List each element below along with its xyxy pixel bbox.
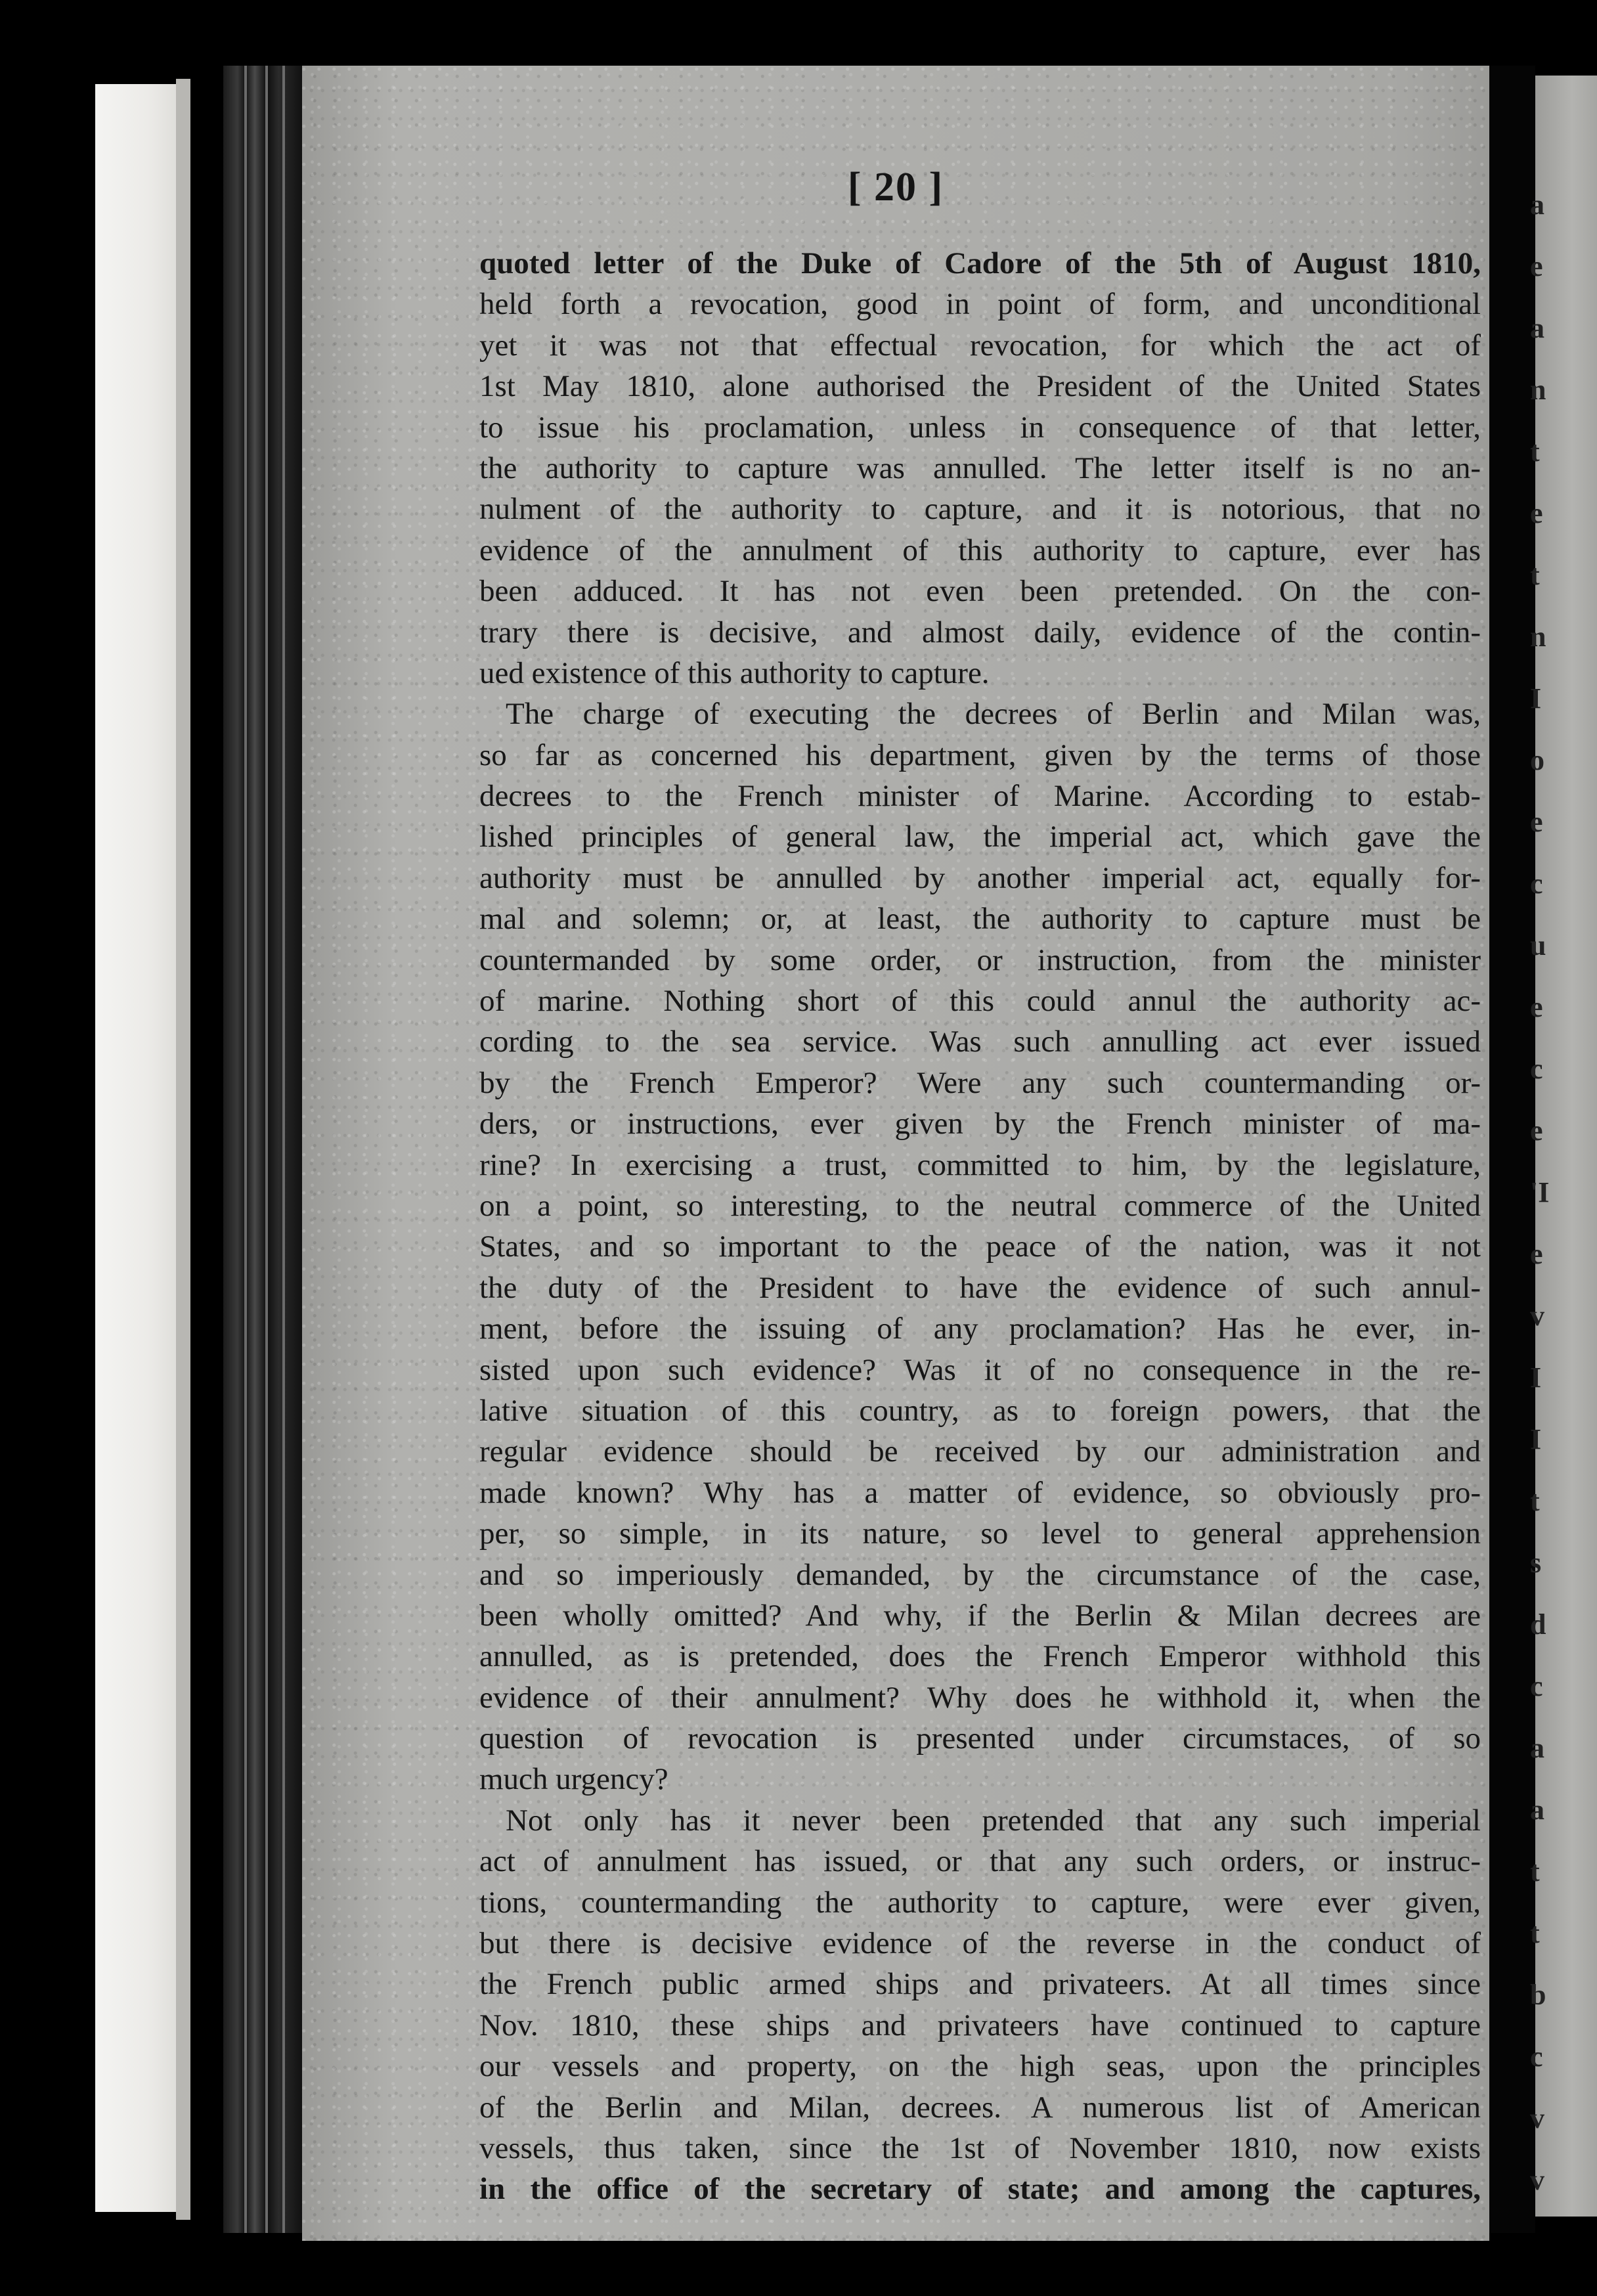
- next-page-margin-letter: e: [1530, 991, 1543, 1023]
- text-line: ders, or instructions, ever given by the French minister of ma-: [479, 1107, 1481, 1141]
- text-line: of the Berlin and Milan, decrees. A numerous list of American: [479, 2090, 1481, 2125]
- text-line: vessels, thus taken, since the 1st of November 1810, now exists: [479, 2130, 1481, 2165]
- text-line: to issue his proclamation, unless in consequence of that letter,: [479, 410, 1481, 445]
- text-line: been adduced. It has not even been pretended. On the con-: [479, 574, 1481, 609]
- next-page-margin-letter: e: [1530, 806, 1543, 838]
- next-page-margin-letter: a: [1530, 312, 1544, 344]
- next-page-margin-letter: s: [1530, 1547, 1542, 1579]
- text-line: ment, before the issuing of any proclamation? Has he ever, in-: [479, 1312, 1481, 1346]
- next-page-margin-letter: c: [1530, 868, 1543, 900]
- next-page-margin-letter: v: [1530, 1300, 1544, 1332]
- next-page-margin-letter: I: [1530, 1423, 1542, 1455]
- text-line: made known? Why has a matter of evidence, so obviously pro-: [479, 1475, 1481, 1510]
- next-page-margin-letter: I: [1530, 1361, 1542, 1394]
- next-page-margin-letter: e: [1530, 1238, 1543, 1270]
- text-line: Nov. 1810, these ships and privateers have continued to capture: [479, 2008, 1481, 2042]
- text-line: cording to the sea service. Was such annulling act ever issued: [479, 1025, 1481, 1059]
- text-line: per, so simple, in its nature, so level to general apprehension: [479, 1516, 1481, 1551]
- next-page-margin-letter: n: [1530, 374, 1546, 406]
- next-page-margin-letter: t: [1530, 435, 1540, 468]
- next-page-margin-letter: v: [1530, 2164, 1544, 2196]
- next-page-margin-letter: t: [1530, 1485, 1540, 1517]
- next-page-margin-letter: 'I: [1530, 1176, 1550, 1208]
- next-page-sliver: [1530, 76, 1597, 2217]
- next-page-margin-letter: e: [1530, 250, 1543, 282]
- binding-line: [282, 66, 285, 2233]
- text-line: trary there is decisive, and almost daily, evidence of the contin-: [479, 615, 1481, 650]
- page-number: [ 20 ]: [847, 165, 944, 210]
- next-page-margin-letter: t: [1530, 1855, 1540, 1888]
- next-page-margin-letter: e: [1530, 497, 1543, 529]
- next-page-margin-letter: a: [1530, 188, 1544, 221]
- text-line: act of annulment has issued, or that any such orders, or instruc-: [479, 1844, 1481, 1879]
- text-line: question of revocation is presented under circumstaces, of so: [479, 1721, 1481, 1756]
- text-line: regular evidence should be received by our administration and: [479, 1434, 1481, 1469]
- next-page-margin-letter: n: [1530, 621, 1546, 653]
- text-line: sisted upon such evidence? Was it of no consequence in the re-: [479, 1352, 1481, 1387]
- text-line: nulment of the authority to capture, and it is notorious, that no: [479, 492, 1481, 527]
- text-line: decrees to the French minister of Marine. According to estab-: [479, 779, 1481, 814]
- next-page-margin-letter: a: [1530, 1794, 1544, 1826]
- next-page-margin-letter: t: [1530, 1917, 1540, 1949]
- previous-leaf-shadow: [176, 79, 190, 2220]
- text-line: authority must be annulled by another imperial act, equally for-: [479, 860, 1481, 895]
- book-binding-gutter: [223, 66, 302, 2233]
- next-page-margin-letter: t: [1530, 559, 1540, 591]
- next-page-margin-letter: b: [1530, 1979, 1546, 2011]
- right-binding-gutter: [1489, 66, 1535, 2233]
- text-line: much urgency?: [479, 1762, 668, 1797]
- text-line: annulled, as is pretended, does the French Emperor withhold this: [479, 1639, 1481, 1674]
- text-line: Not only has it never been pretended that any such imperial: [506, 1803, 1481, 1838]
- text-line: and so imperiously demanded, by the circumstance of the case,: [479, 1557, 1481, 1592]
- body-text: [479, 243, 1481, 2210]
- text-line: on a point, so interesting, to the neutral commerce of the United: [479, 1188, 1481, 1223]
- next-page-margin-letter: o: [1530, 744, 1544, 776]
- text-line: countermanded by some order, or instruction, from the minister: [479, 942, 1481, 977]
- text-line: the duty of the President to have the evidence of such annul-: [479, 1270, 1481, 1305]
- text-line: the authority to capture was annulled. The letter itself is no an-: [479, 451, 1481, 485]
- text-line: so far as concerned his department, given by the terms of those: [479, 738, 1481, 772]
- binding-line: [265, 66, 268, 2233]
- next-page-margin-letter: c: [1530, 1670, 1543, 1702]
- text-line: rine? In exercising a trust, committed to him, by the legislature,: [479, 1147, 1481, 1182]
- text-line: evidence of the annulment of this authority to capture, ever has: [479, 533, 1481, 567]
- text-line: evidence of their annulment? Why does he withhold it, when the: [479, 1680, 1481, 1715]
- next-page-margin-letter: u: [1530, 929, 1546, 961]
- next-page-margin-letter: c: [1530, 1053, 1543, 1085]
- next-page-margin-letter: c: [1530, 2041, 1543, 2073]
- text-line: yet it was not that effectual revocation, for which the act of: [479, 328, 1481, 363]
- text-line: The charge of executing the decrees of Berlin and Milan was,: [506, 697, 1481, 732]
- text-line: of marine. Nothing short of this could annul the authority ac-: [479, 984, 1481, 1019]
- text-line: tions, countermanding the authority to capture, were ever given,: [479, 1885, 1481, 1920]
- document-page: [302, 66, 1489, 2241]
- next-page-margin-letter: d: [1530, 1608, 1546, 1641]
- text-line: been wholly omitted? And why, if the Berlin & Milan decrees are: [479, 1598, 1481, 1633]
- text-line: ued existence of this authority to capture.: [479, 655, 990, 690]
- next-page-margin-letter: a: [1530, 1732, 1544, 1764]
- next-page-margin-letter: I: [1530, 682, 1542, 715]
- text-line: 1st May 1810, alone authorised the President of the United States: [479, 369, 1481, 404]
- text-line: but there is decisive evidence of the reverse in the conduct of: [479, 1926, 1481, 1961]
- next-page-margin-letter: v: [1530, 2102, 1544, 2134]
- text-line: lative situation of this country, as to foreign powers, that the: [479, 1393, 1481, 1428]
- next-page-margin-letter: e: [1530, 1115, 1543, 1147]
- text-line: quoted letter of the Duke of Cadore of the 5th of August 1810,: [479, 246, 1481, 280]
- text-line: our vessels and property, on the high seas, upon the principles: [479, 2049, 1481, 2084]
- text-line: States, and so important to the peace of the nation, was it not: [479, 1229, 1481, 1264]
- text-line: by the French Emperor? Were any such countermanding or-: [479, 1065, 1481, 1100]
- text-line: the French public armed ships and privateers. At all times since: [479, 1967, 1481, 2002]
- text-line: lished principles of general law, the imperial act, which gave the: [479, 820, 1481, 854]
- text-line: in the office of the secretary of state; and among the captures,: [479, 2172, 1481, 2207]
- binding-line: [244, 66, 247, 2233]
- text-line: mal and solemn; or, at least, the authority to capture must be: [479, 902, 1481, 937]
- text-line: held forth a revocation, good in point of form, and unconditional: [479, 287, 1481, 322]
